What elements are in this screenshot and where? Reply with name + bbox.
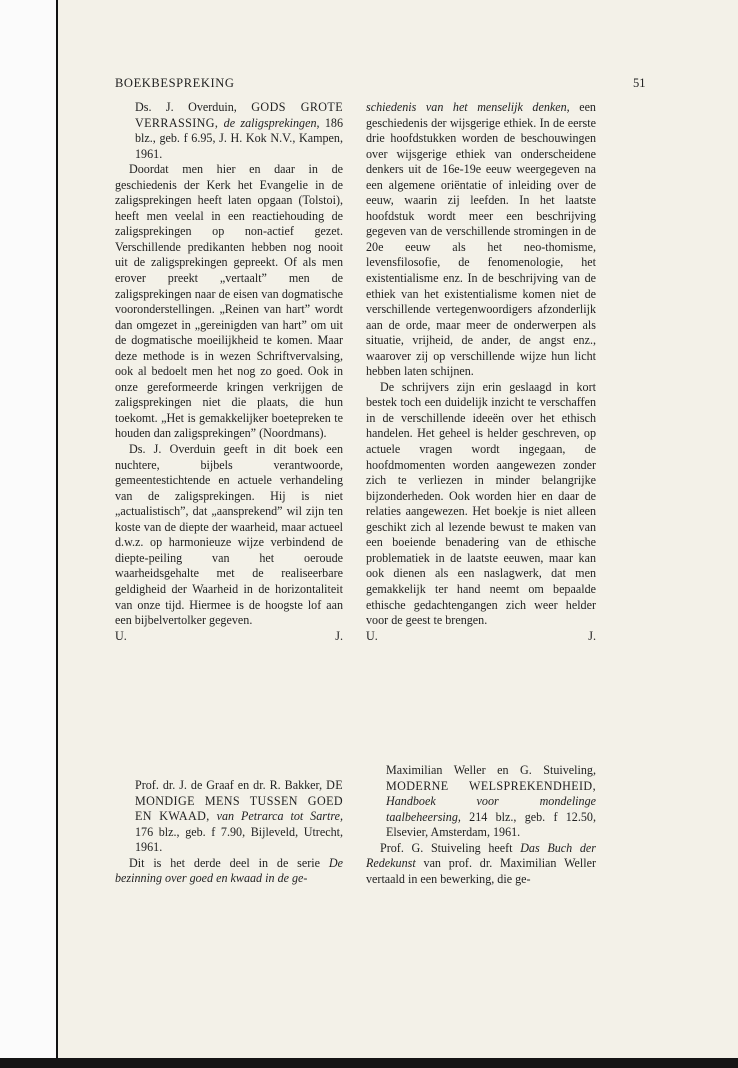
book-details: 176 blz., geb. f 7.90, Bijleveld, Utrecht, 1961.: [135, 824, 343, 855]
review-paragraph: De schrijvers zijn erin geslaagd in kort bestek toch een duidelijk inzicht te verschaffen in de verschillende ideeën over het ethisch handelen. Het geheel is helder geschreven, op actuele vragen wordt ingegaan, de hoofdmomenten worden aangewezen zonder zich te verliezen in minder belangrijke bijzonderheden. Ook worden hier en daar de relaties aangewezen. Het boekje is niet alleen geschikt zich al lezende bewust te maken van een boeiende benadering van de ethische problematiek in de laatste eeuwen, maar kan ook dienen als een naslagwerk, dat men gemakkelijk ter hand neemt om bepaalde ethische gedachtengangen zich weer helder voor de geest te brengen.: [366, 379, 596, 628]
review-paragraph: schiedenis van het menselijk denken, een geschiedenis der wijsgerige ethiek. In de eerste drie hoofdstukken worden de beschouwingen over wijsgerige ethiek van onderscheidene denkers uit de 16e-19e eeuw weergegeven na een algemene oriëntatie of inleiding over de eeuw, waarin zij leefden. In het laatste hoofdstuk wordt meer een beschrijving gegeven van de verschillende stromingen in de 20e eeuw als het neo-thomisme, levensfilosofie, de fenomenologie, het existentialisme enz. In de beschrijving van de ethiek van het existentialisme komen niet de verschillende vertegenwoordigers afzonderlijk aan de orde, maar meer de onderwerpen als situatie, vrijheid, de ander, de angst enz., waarover zij op verschillende wijze hun licht hebben laten schijnen.: [366, 100, 596, 379]
page-number: 51: [633, 76, 646, 90]
review-overduin-header: Ds. J. Overduin, GODS GROTE VERRASSING, de zaligsprekingen, 186 blz., geb. f 6.95, J. H. Kok N.V., Kampen, 1961.: [135, 100, 343, 161]
book-page: [58, 0, 738, 1058]
review-paragraph: Doordat men hier en daar in de geschiedenis der Kerk het Evangelie in de zaligsprekingen heeft laten opgaan (Tolstoi), heeft men veelal in een reactiehouding de zaligsprekingen op non-actief gezet. Verschillende predikanten hebben nog nooit uit de zaligsprekingen gepreekt. Of als men erover preekt „vertaalt” men de zaligsprekingen naar de eisen van dogmatische vooronderstellingen. „Reinen van hart” wordt dan omgezet in „gereinigden van hart” om uit de dogmatische moeilijkheid te komen. Maar deze methode is in wezen Schriftvervalsing, ook al bedoelt men het nog zo goed. Ook in onze gereformeerde kringen verkrijgen de zaligsprekingen niet die plaats, die hun toekomt. „Het is gemakkelijker boetepreken te houden dan zaligsprekingen” (Noordmans).: [115, 162, 343, 441]
running-head: BOEKBESPREKING: [115, 76, 235, 90]
book-subtitle: van Petrarca tot Sartre,: [216, 809, 343, 824]
book-subtitle: de zaligsprekingen,: [223, 115, 320, 130]
review-overduin: [115, 100, 343, 644]
review-paragraph: Ds. J. Overduin geeft in dit boek een nuchtere, bijbels verantwoorde, gemeentestichtende en actuele verhandeling van de zaligsprekingen. Hij is niet „actualistisch”, dat „aansprekend” wil zijn ten koste van de diepte der waarheid, maar actueel d.w.z. op harmonieuze wijze verbindend de diepte-peiling van het oeroude waarheidsgehalte met de realiseerbare geldigheid der Waarheid in de horizontaliteit van onze tijd. Hiermee is de hoogste lof aan een bijbelvertolker gegeven.: [115, 442, 343, 628]
review-weller-header: Maximilian Weller en G. Stuiveling, MODERNE WELSPREKENDHEID, Handboek voor mondelinge taalbeheersing, 214 blz., geb. f 12.50, Elsevier, Amsterdam, 1961.: [386, 763, 596, 840]
book-title: DE MONDIGE MENS TUSSEN GOED EN KWAAD,: [135, 778, 343, 824]
review-signature: U. J.: [115, 628, 343, 643]
review-signature: U. J.: [366, 628, 596, 643]
book-title: MODERNE WELSPREKENDHEID,: [386, 778, 596, 793]
book-subtitle: Handboek voor mondelinge taalbeheersing,: [386, 794, 596, 824]
review-paragraph: Prof. G. Stuiveling heeft Das Buch der Redekunst van prof. dr. Maximilian Weller vertaald in een bewerking, die ge-: [366, 840, 596, 886]
review-graaf: [115, 778, 343, 887]
scan-left-margin: [0, 0, 58, 1058]
book-details: 186 blz., geb. f 6.95, J. H. Kok N.V., Kampen, 1961.: [135, 115, 343, 161]
book-title: GODS GROTE VERRASSING,: [135, 100, 343, 130]
scan-bottom-edge: [0, 1058, 738, 1068]
review-graaf-continuation: [366, 100, 596, 644]
review-paragraph: Dit is het derde deel in de serie De bezinning over goed en kwaad in de ge-: [115, 855, 343, 886]
review-graaf-header: Prof. dr. J. de Graaf en dr. R. Bakker, DE MONDIGE MENS TUSSEN GOED EN KWAAD, van Petrarca tot Sartre, 176 blz., geb. f 7.90, Bijleveld, Utrecht, 1961.: [135, 778, 343, 855]
book-details: 214 blz., geb. f 12.50, Elsevier, Amsterdam, 1961.: [386, 809, 596, 840]
review-weller: [366, 763, 596, 887]
